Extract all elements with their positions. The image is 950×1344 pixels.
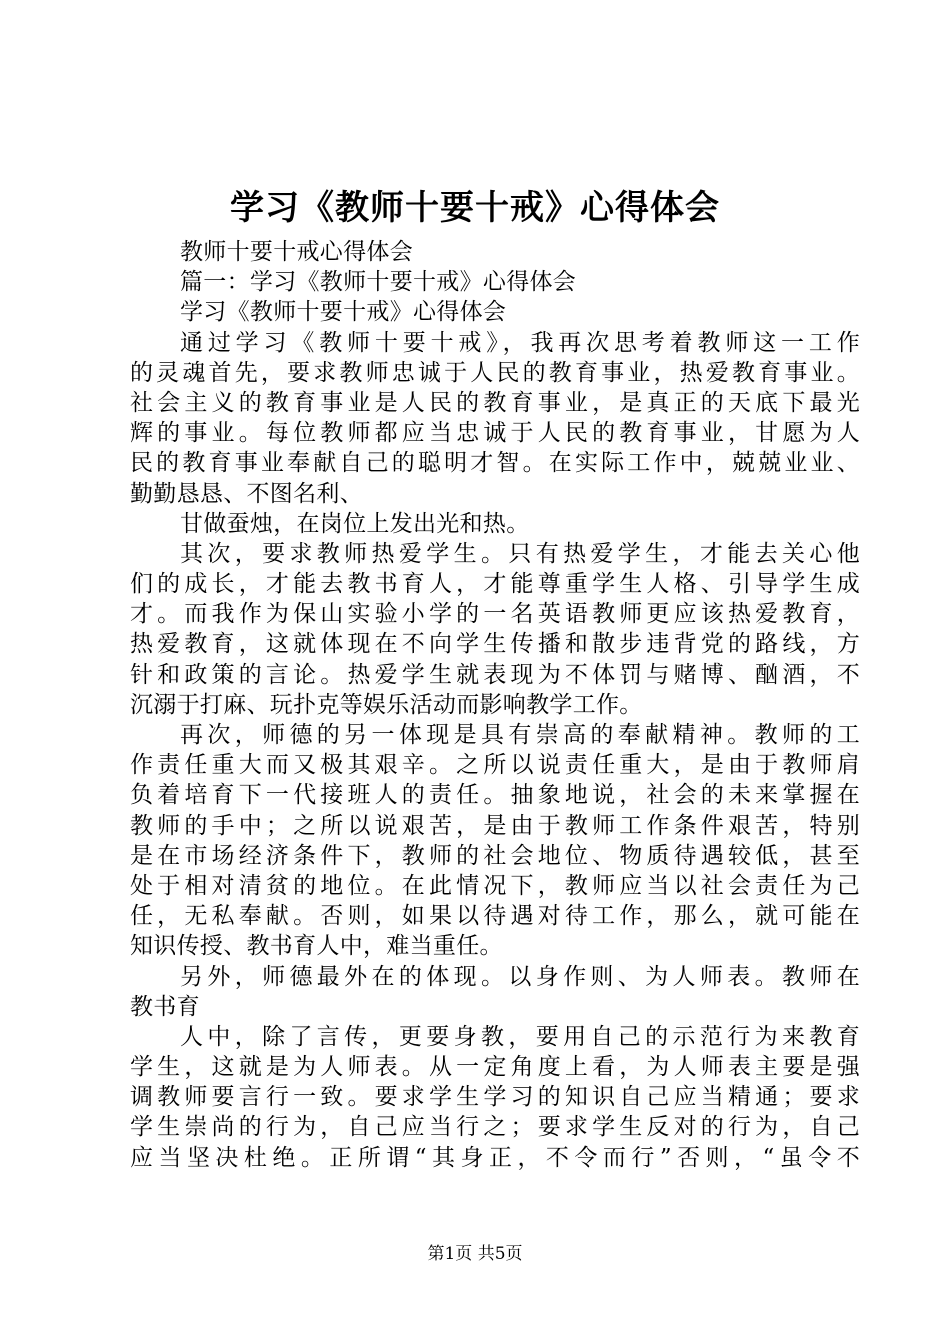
text-line: 学生崇尚的行为，自己应当行之；要求学生反对的行为，自己 (130, 1114, 860, 1141)
text-line: 是在市场经济条件下，教师的社会地位、物质待遇较低，甚至 (130, 842, 860, 869)
text-line: 教师的手中；之所以说艰苦，是由于教师工作条件艰苦，特别 (130, 812, 860, 839)
text-line: 应当坚决杜绝。正所谓“其身正，不令而行”否则，“虽令不 (130, 1144, 860, 1171)
text-line: 另外，师德最外在的体现。以身作则、为人师表。教师在 (180, 963, 860, 990)
text-line: 热爱教育，这就体现在不向学生传播和散步违背党的路线，方 (130, 631, 860, 658)
text-line: 们的成长，才能去教书育人，才能尊重学生人格、引导学生成 (130, 571, 860, 598)
text-line: 教师十要十戒心得体会 (180, 239, 413, 265)
text-line: 调教师要言行一致。要求学生学习的知识自己应当精通；要求 (130, 1084, 860, 1111)
text-line: 人中，除了言传，更要身教，要用自己的示范行为来教育 (180, 1023, 860, 1050)
text-line: 教书育 (130, 993, 200, 1020)
text-line: 处于相对清贫的地位。在此情况下，教师应当以社会责任为己 (130, 872, 860, 899)
text-line: 勤勤恳恳、不图名利、 (130, 480, 363, 507)
text-line: 学生，这就是为人师表。从一定角度上看，为人师表主要是强 (130, 1054, 860, 1081)
text-line: 甘做蚕烛，在岗位上发出光和热。 (180, 510, 530, 537)
document-title: 学习《教师十要十戒》心得体会 (230, 188, 720, 228)
text-line: 学习《教师十要十戒》心得体会 (180, 299, 507, 326)
document-body (130, 237, 860, 1173)
text-line: 任，无私奉献。否则，如果以待遇对待工作，那么，就可能在 (130, 903, 860, 930)
text-line: 民的教育事业奉献自己的聪明才智。在实际工作中，兢兢业业、 (130, 450, 860, 477)
text-line: 社会主义的教育事业是人民的教育事业，是真正的天底下最光 (130, 389, 860, 416)
text-line: 其次，要求教师热爱学生。只有热爱学生，才能去关心他 (180, 540, 860, 567)
text-line: 负着培育下一代接班人的责任。抽象地说，社会的未来掌握在 (130, 782, 860, 809)
text-line: 知识传授、教书育人中，难当重任。 (130, 933, 503, 960)
text-line: 的灵魂首先，要求教师忠诚于人民的教育事业，热爱教育事业。 (130, 359, 860, 386)
text-line: 通过学习《教师十要十戒》，我再次思考着教师这一工作 (180, 329, 860, 356)
text-line: 针和政策的言论。热爱学生就表现为不体罚与赌博、酗酒，不 (130, 661, 860, 688)
text-line: 作责任重大而又极其艰辛。之所以说责任重大，是由于教师肩 (130, 752, 860, 779)
text-line: 才。而我作为保山实验小学的一名英语教师更应该热爱教育， (130, 601, 860, 628)
text-line: 篇一：学习《教师十要十戒》心得体会 (180, 269, 577, 296)
text-line: 辉的事业。每位教师都应当忠诚于人民的教育事业，甘愿为人 (130, 420, 860, 447)
text-line: 沉溺于打麻、玩扑克等娱乐活动而影响教学工作。 (130, 691, 643, 718)
page-number-footer: 第1页 共5页 (427, 1244, 523, 1264)
text-line: 再次，师德的另一体现是具有崇高的奉献精神。教师的工 (180, 722, 860, 748)
